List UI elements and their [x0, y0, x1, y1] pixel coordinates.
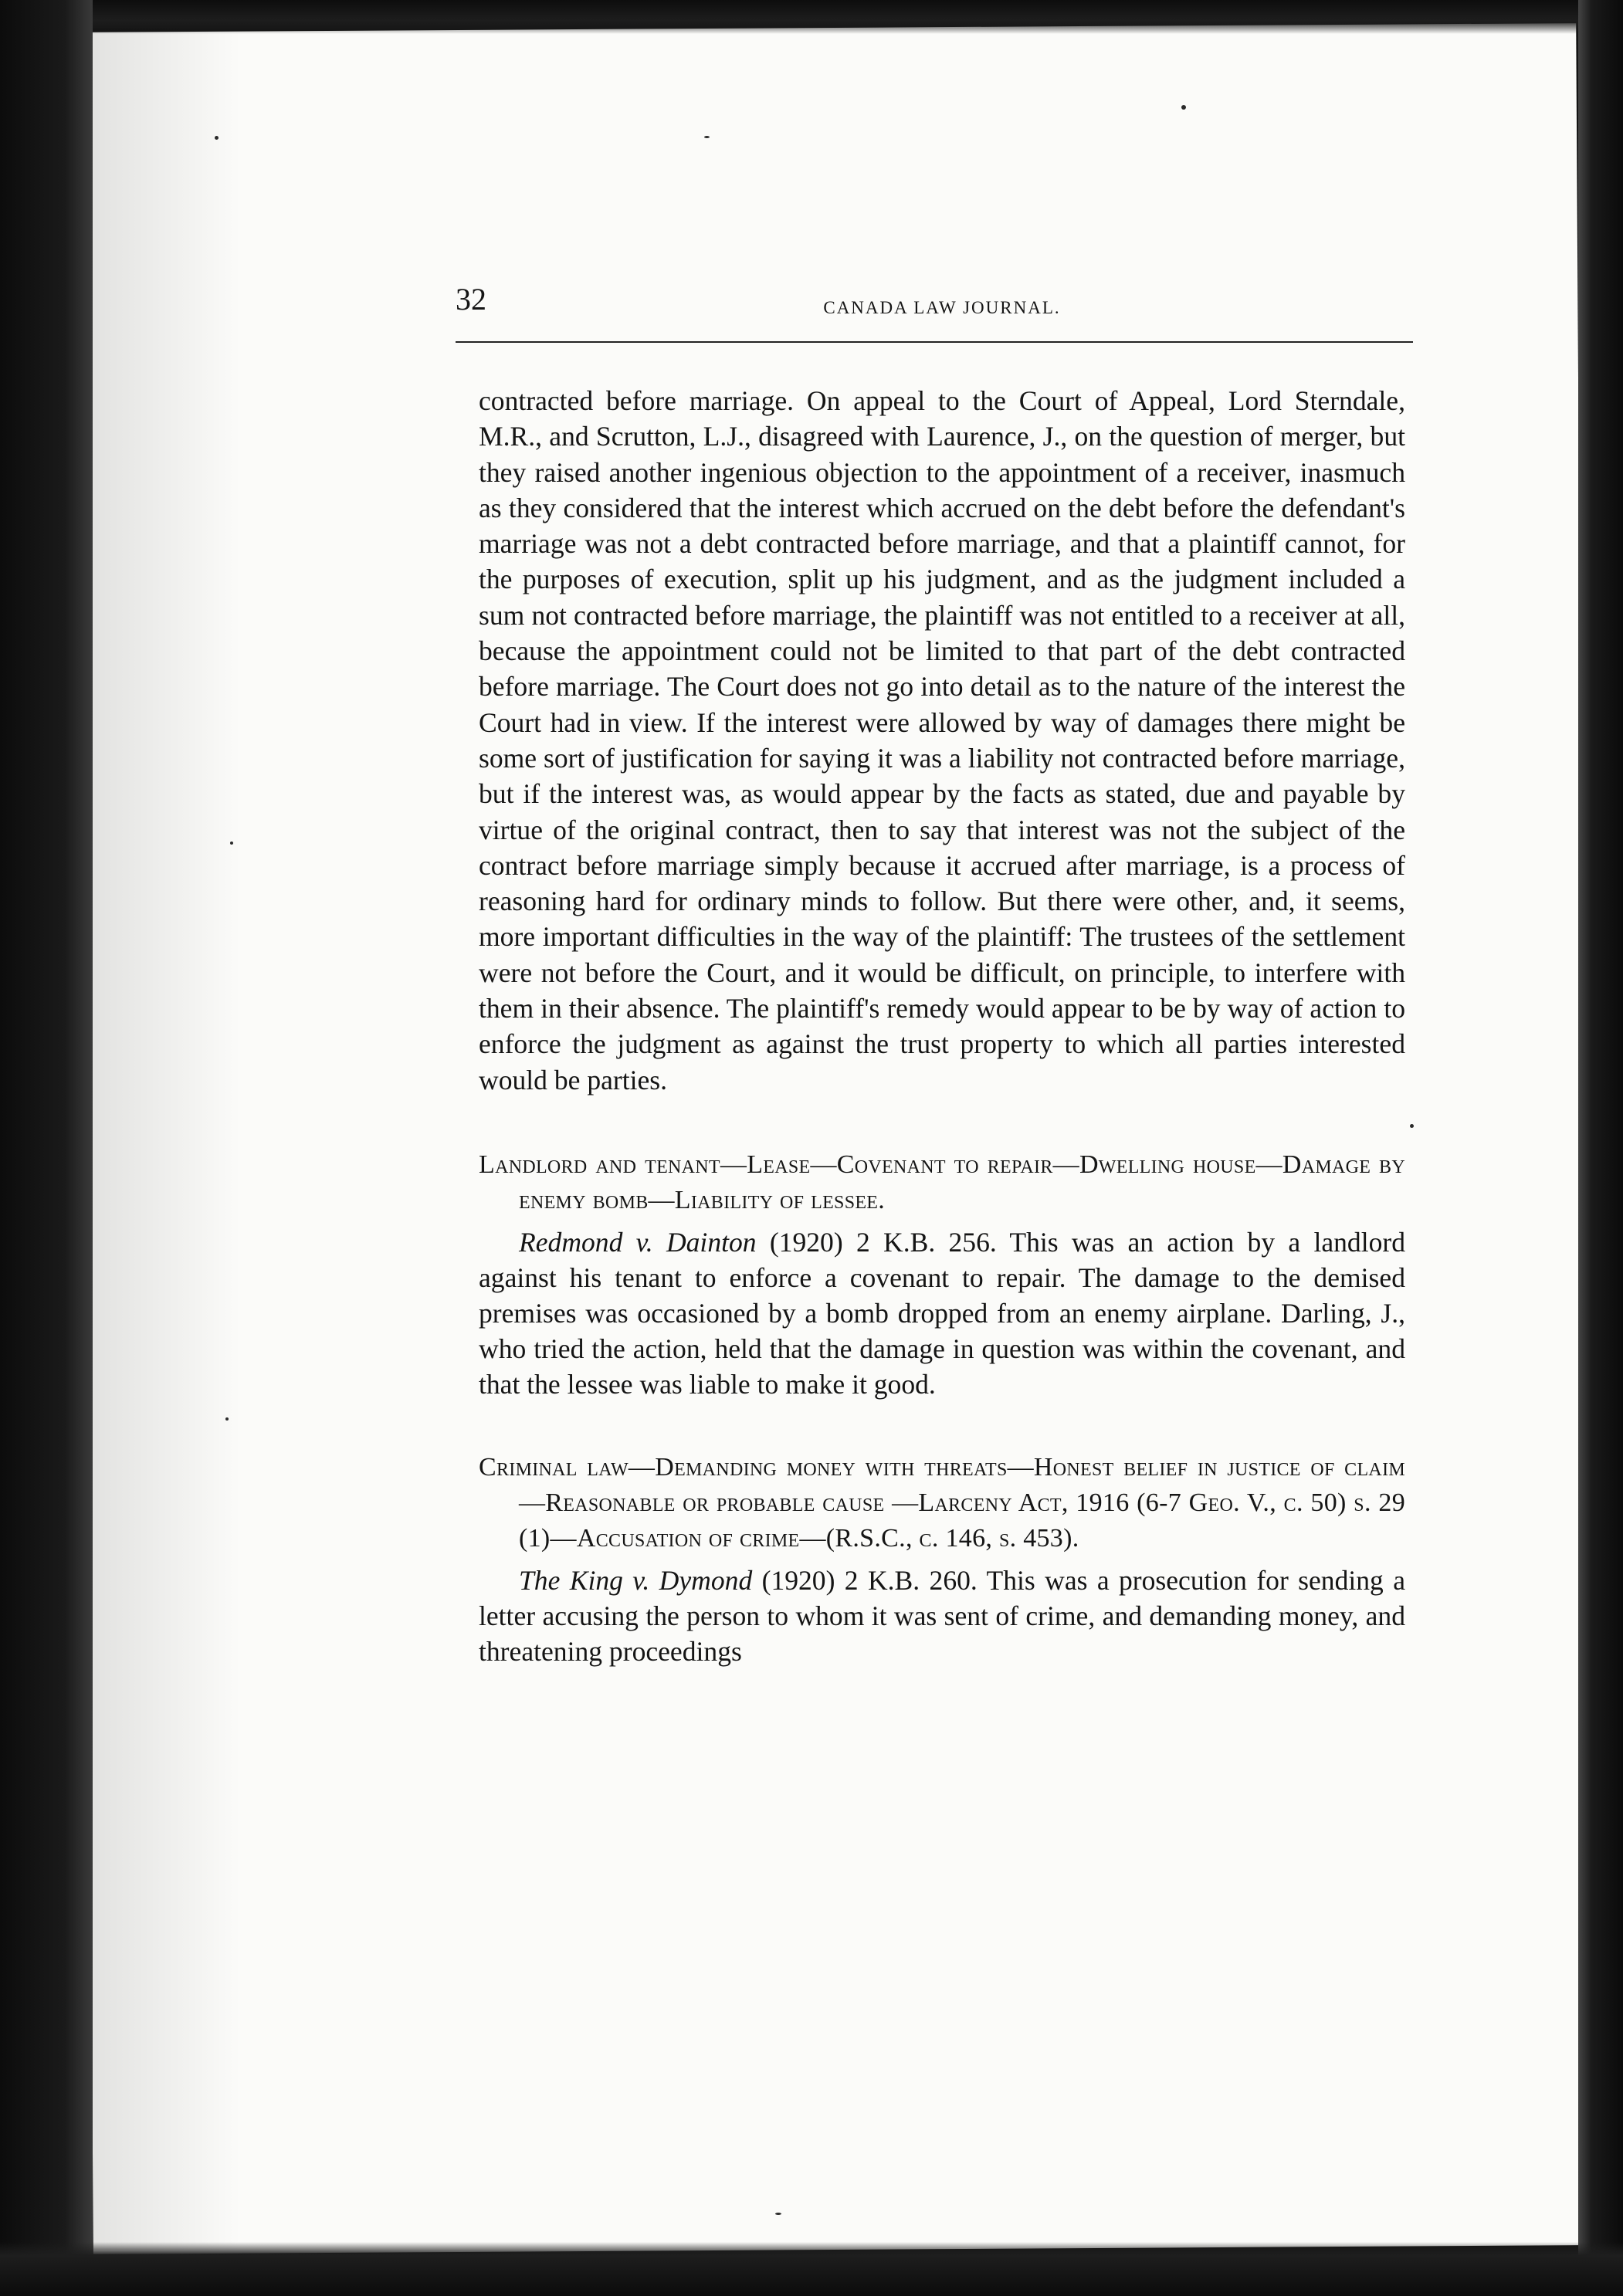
case-name: The King v. Dymond [519, 1564, 753, 1596]
scan-edge-left [0, 0, 93, 2296]
scan-speck [215, 136, 219, 140]
running-head [456, 278, 1405, 340]
section-heading [479, 1450, 1405, 1556]
case-body: This was a prosecution for sending a letter accusing the person to whom it was sent of crime, and demanding money, and threatening proceedings [479, 1564, 1405, 1667]
continued-paragraph: contracted before marriage. On appeal to the Court of Appeal, Lord Sterndale, M.R., and Scrutton, L.J., disagreed with Laurence, J., on the question of merger, but they raised another ingenious objection to the appointment of a receiver, inasmuch as they considered that the interest which accrued on the debt before the defendant's marriage was not a debt contracted before marriage, and that a plaintiff cannot, for the purposes of execution, split up his judgment, and as the judgment included a sum not contracted before marriage, the plaintiff was not entitled to a receiver at all, because the appointment could not be limited to that part of the debt contracted before marriage. The Court does not go into detail as to the nature of the interest the Court had in view. If the interest were allowed by way of damages there might be some sort of justification for saying it was a liability not contracted before marriage, but if the interest was, as would appear by the facts as stated, due and payable by virtue of the original contract, then to say that interest was not the subject of the contract before marriage simply because it accrued after marriage, is a process of reasoning hard for ordinary minds to follow. But there were other, and, it seems, more important difficulties in the way of the plaintiff: The trustees of the settlement were not before the Court, and it would be difficult, on principle, to interfere with them in their absence. The plaintiff's remedy would appear to be by way of action to enforce the judgment as against the trust property to which all parties interested would be parties. [479, 385, 1405, 1096]
scan-speck [225, 1417, 229, 1421]
section-heading [479, 1147, 1405, 1218]
section-heading-text: Landlord and tenant—Lease—Covenant to repair—Dwelling house—Damage by enemy bomb—Liability of lessee. [479, 1150, 1405, 1214]
case-paragraph [479, 1563, 1405, 1669]
gutter-shadow [86, 28, 241, 2250]
page-number: 32 [456, 282, 486, 317]
case-citation: (1920) 2 K.B. 256. [756, 1226, 997, 1258]
scan-speck [1410, 1124, 1414, 1128]
header-rule [456, 341, 1413, 343]
case-name: Redmond v. Dainton [519, 1226, 757, 1258]
scan-speck [775, 2213, 781, 2215]
scan-speck [704, 136, 710, 138]
page-text [456, 278, 1406, 1669]
scan-speck [230, 842, 233, 845]
section-heading-text: Criminal law—Demanding money with threats—Honest belief in justice of claim—Reasonable or probable cause —Larceny Act, 1916 (6-7 Geo. V., c. 50) s. 29 (1)—Accusation of crime—(R.S.C., c. 146, s. 453). [479, 1452, 1405, 1553]
scan-speck [1181, 105, 1186, 110]
scan-edge-right [1578, 0, 1623, 2296]
journal-title: CANADA LAW JOURNAL. [823, 298, 1061, 317]
case-body: This was an action by a landlord against his tenant to enforce a covenant to repair. The damage to the demised premises was occasioned by a bomb dropped from an enemy airplane. Darling, J., who tried the action, held that the damage in question was within the covenant, and that the lessee was liable to make it good. [479, 1226, 1406, 1400]
case-paragraph [479, 1224, 1405, 1402]
scan-edge-bottom [0, 2242, 1623, 2296]
case-citation: (1920) 2 K.B. 260. [752, 1564, 978, 1596]
scan-edge-top [0, 0, 1623, 34]
